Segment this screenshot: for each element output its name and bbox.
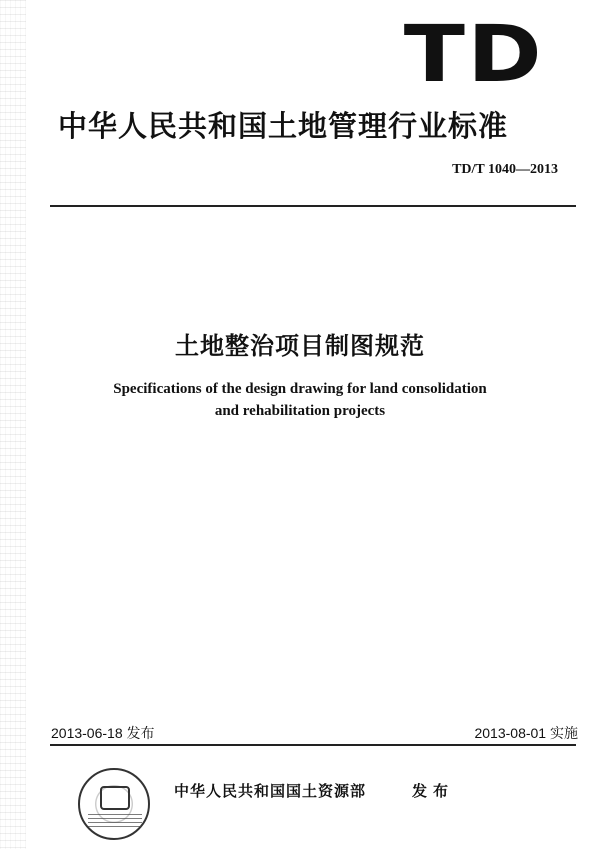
scan-edge-artifact: [0, 0, 26, 849]
implementation-date: 2013-08-01 实施: [474, 725, 578, 741]
document-title-en: [0, 378, 600, 422]
top-divider: [50, 205, 576, 207]
standard-code: TD/T 1040—2013: [452, 162, 558, 177]
document-title-en-line2: and rehabilitation projects: [214, 403, 386, 419]
publisher-name: 中华人民共和国国土资源部: [174, 782, 367, 800]
issue-date: 2013-06-18 发布: [51, 725, 155, 741]
standard-category-title: 中华人民共和国土地管理行业标准: [58, 109, 509, 143]
seal-emblem: [100, 786, 130, 810]
document-title-en-line1: Specifications of the design drawing for land consolidation: [113, 381, 487, 397]
official-seal: [78, 768, 150, 840]
seal-text-lines: [88, 814, 142, 828]
publish-label: 发布: [412, 782, 455, 800]
document-title-cn: 土地整治项目制图规范: [175, 332, 425, 360]
bottom-divider: [50, 744, 576, 746]
td-logo: TD: [403, 10, 544, 100]
